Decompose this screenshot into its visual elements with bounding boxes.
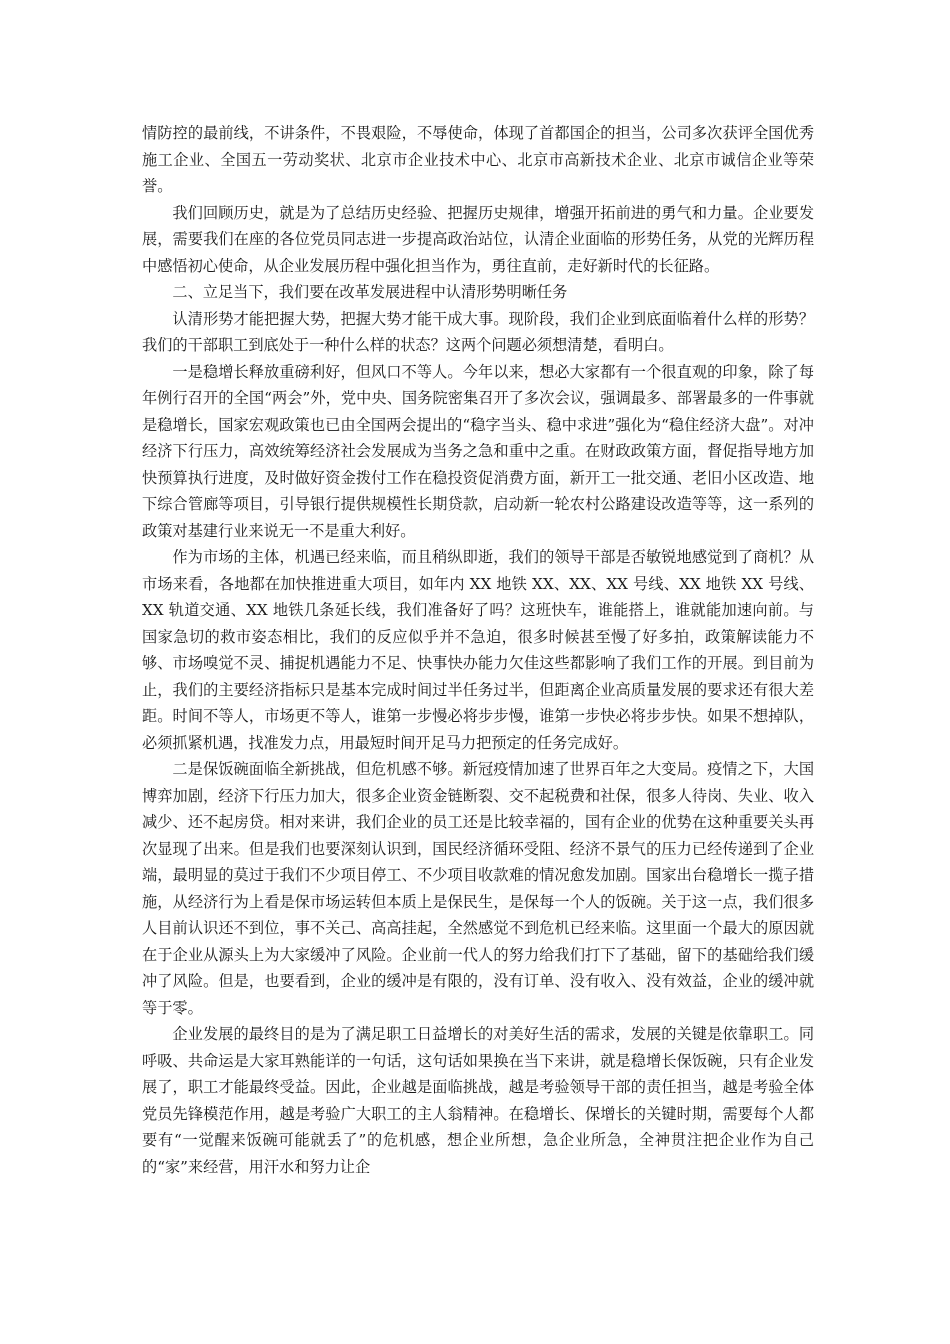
document-body bbox=[142, 120, 814, 1180]
paragraph-continuation: 情防控的最前线，不讲条件，不畏艰险，不辱使命，体现了首都国企的担当，公司多次获评全国优秀施工企业、全国五一劳动奖状、北京市企业技术中心、北京市高新技术企业、北京市诚信企业等荣誉。 bbox=[142, 124, 814, 195]
paragraph-enterprise-goal: 企业发展的最终目的是为了满足职工日益增长的对美好生活的需求，发展的关键是依靠职工。同呼吸、共命运是大家耳熟能详的一句话，这句话如果换在当下来讲，就是稳增长保饭碗，只有企业发展了，职工才能最终受益。因此，企业越是面临挑战，越是考验领导干部的责任担当，越是考验全体党员先锋模范作用，越是考验广大职工的主人翁精神。在稳增长、保增长的关键时期，需要每个人都要有“一觉醒来饭碗可能就丢了”的危机感，想企业所想，急企业所急，全神贯注把企业作为自己的“家”来经营，用汗水和努力让企 bbox=[142, 1025, 814, 1176]
paragraph-situation-intro: 认清形势才能把握大势，把握大势才能干成大事。现阶段，我们企业到底面临着什么样的形势？我们的干部职工到底处于一种什么样的状态？这两个问题必须想清楚，看明白。 bbox=[142, 309, 814, 354]
paragraph-history-review: 我们回顾历史，就是为了总结历史经验、把握历史规律，增强开拓前进的勇气和力量。企业要发展，需要我们在座的各位党员同志进一步提高政治站位，认清企业面临的形势任务，从党的光辉历程中感悟初心使命，从企业发展历程中强化担当作为，勇往直前，走好新时代的长征路。 bbox=[142, 203, 814, 275]
paragraph-job-security: 二是保饭碗面临全新挑战，但危机感不够。新冠疫情加速了世界百年之大变局。疫情之下，大国博弈加剧，经济下行压力加大，很多企业资金链断裂、交不起税费和社保，很多人待岗、失业、收入减少、还不起房贷。相对来讲，我们企业的员工还是比较幸福的，国有企业的优势在这种重要关头再次显现了出来。但是我们也要深刻认识到，国民经济循环受阻、经济不景气的压力已经传递到了企业端，最明显的莫过于我们不少项目停工、不少项目收款难的情况愈发加剧。国家出台稳增长一揽子措施，从经济行为上看是保市场运转但本质上是保民生，是保每一个人的饭碗。关于这一点，我们很多人目前认识还不到位，事不关己、高高挂起，全然感觉不到危机已经来临。这里面一个最大的原因就在于企业从源头上为大家缓冲了风险。企业前一代人的努力给我们打下了基础，留下的基础给我们缓冲了风险。但是，也要看到，企业的缓冲是有限的，没有订单、没有收入、没有效益，企业的缓冲就等于零。 bbox=[142, 760, 814, 1017]
paragraph-stable-growth: 一是稳增长释放重磅利好，但风口不等人。今年以来，想必大家都有一个很直观的印象，除了每年例行召开的全国“两会”外，党中央、国务院密集召开了多次会议，强调最多、部署最多的一件事就是稳增长，国家宏观政策也已由全国两会提出的“稳字当头、稳中求进”强化为“稳住经济大盘”。对冲经济下行压力，高效统筹经济社会发展成为当务之急和重中之重。在财政政策方面，督促指导地方加快预算执行进度，及时做好资金拨付工作在稳投资促消费方面，新开工一批交通、老旧小区改造、地下综合管廊等项目，引导银行提供规模性长期贷款，启动新一轮农村公路建设改造等等，这一系列的政策对基建行业来说无一不是重大利好。 bbox=[142, 362, 814, 540]
section-heading-2: 二、立足当下，我们要在改革发展进程中认清形势明晰任务 bbox=[172, 283, 568, 301]
paragraph-market-opportunity: 作为市场的主体，机遇已经来临，而且稍纵即逝，我们的领导干部是否敏锐地感觉到了商机？从市场来看，各地都在加快推进重大项目，如年内 XX 地铁 XX、XX、XX 号线、XX 地铁 XX 号线、XX 轨道交通、XX 地铁几条延长线，我们准备好了吗？这班快车，谁能搭上，谁就能加速向前。与国家急切的救市姿态相比，我们的反应似乎并不急迫，很多时候甚至慢了好多拍，政策解读能力不够、市场嗅觉不灵、捕捉机遇能力不足、快事快办能力欠佳这些都影响了我们工作的开展。到目前为止，我们的主要经济指标只是基本完成时间过半任务过半，但距离企业高质量发展的要求还有很大差距。时间不等人，市场更不等人，谁第一步慢必将步步慢，谁第一步快必将步步快。如果不想掉队，必须抓紧机遇，找准发力点，用最短时间开足马力把预定的任务完成好。 bbox=[142, 548, 814, 752]
